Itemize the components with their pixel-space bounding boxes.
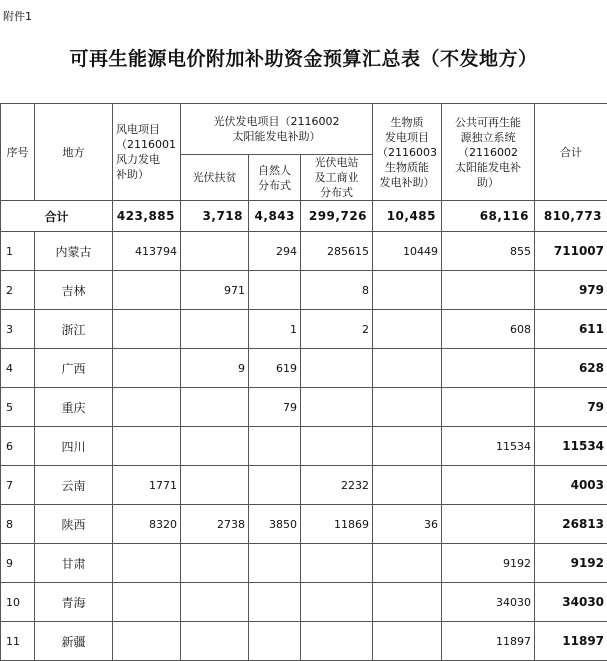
row-seq: 9 (1, 544, 35, 583)
cell-pv-poverty (181, 544, 249, 583)
table-row (1, 388, 607, 427)
cell-pv-station (301, 544, 373, 583)
cell-pv-poverty (181, 232, 249, 271)
table-row (1, 271, 607, 310)
cell-public-system (442, 505, 535, 544)
cell-wind (113, 544, 181, 583)
row-region: 浙江 (35, 310, 113, 349)
table-row (1, 427, 607, 466)
cell-pv-natural: 3850 (249, 505, 301, 544)
cell-public-system (442, 349, 535, 388)
attachment-label: 附件1 (3, 8, 32, 24)
summary-wind: 423,885 (113, 201, 181, 232)
cell-total: 4003 (535, 466, 607, 505)
row-region: 甘肃 (35, 544, 113, 583)
header-public-line: 源独立系统 (442, 130, 534, 145)
header-public-line: 助） (442, 175, 534, 190)
cell-total: 628 (535, 349, 607, 388)
row-region: 青海 (35, 583, 113, 622)
cell-biomass (373, 466, 442, 505)
cell-wind (113, 349, 181, 388)
header-pv-natural (249, 155, 301, 201)
table-row (1, 544, 607, 583)
row-seq: 4 (1, 349, 35, 388)
header-pv-station-line: 光伏电站 (301, 155, 372, 170)
summary-total: 810,773 (535, 201, 607, 232)
cell-biomass (373, 583, 442, 622)
summary-pv-natural: 4,843 (249, 201, 301, 232)
header-pv-line: 太阳能发电补助） (181, 129, 372, 144)
cell-pv-poverty: 9 (181, 349, 249, 388)
header-pv (181, 104, 373, 155)
header-wind (113, 104, 181, 201)
cell-biomass (373, 271, 442, 310)
table-row (1, 466, 607, 505)
header-biomass-line: 生物质能 (373, 160, 441, 175)
row-region: 新疆 (35, 622, 113, 661)
row-seq: 6 (1, 427, 35, 466)
summary-label: 合计 (1, 201, 113, 232)
table-row (1, 232, 607, 271)
row-seq: 8 (1, 505, 35, 544)
cell-pv-poverty: 2738 (181, 505, 249, 544)
header-biomass (373, 104, 442, 201)
cell-wind (113, 622, 181, 661)
cell-public-system (442, 271, 535, 310)
cell-biomass (373, 349, 442, 388)
cell-pv-station: 2 (301, 310, 373, 349)
table-row (1, 349, 607, 388)
header-public-line: 公共可再生能 (442, 115, 534, 130)
header-wind-line: 风电项目 (116, 122, 180, 137)
cell-pv-poverty (181, 622, 249, 661)
cell-pv-poverty: 971 (181, 271, 249, 310)
header-wind-line: （2116001 (116, 137, 180, 152)
cell-pv-station (301, 583, 373, 622)
cell-wind (113, 271, 181, 310)
cell-total: 711007 (535, 232, 607, 271)
header-pv-station (301, 155, 373, 201)
cell-public-system: 11534 (442, 427, 535, 466)
cell-pv-station: 2232 (301, 466, 373, 505)
cell-public-system (442, 388, 535, 427)
table-row (1, 505, 607, 544)
cell-pv-station (301, 427, 373, 466)
cell-wind (113, 427, 181, 466)
summary-pv-poverty: 3,718 (181, 201, 249, 232)
cell-pv-natural (249, 271, 301, 310)
row-seq: 11 (1, 622, 35, 661)
document-title: 可再生能源电价附加补助资金预算汇总表（不发地方） (0, 44, 607, 71)
cell-wind: 8320 (113, 505, 181, 544)
cell-total: 79 (535, 388, 607, 427)
summary-biomass: 10,485 (373, 201, 442, 232)
row-region: 陕西 (35, 505, 113, 544)
cell-pv-station (301, 388, 373, 427)
header-seq: 序号 (1, 104, 35, 201)
row-seq: 10 (1, 583, 35, 622)
row-seq: 5 (1, 388, 35, 427)
table-row (1, 310, 607, 349)
cell-total: 34030 (535, 583, 607, 622)
cell-pv-poverty (181, 583, 249, 622)
row-region: 内蒙古 (35, 232, 113, 271)
cell-pv-natural: 619 (249, 349, 301, 388)
row-seq: 2 (1, 271, 35, 310)
header-biomass-line: 生物质 (373, 115, 441, 130)
cell-public-system: 34030 (442, 583, 535, 622)
header-pv-station-line: 及工商业 (301, 170, 372, 185)
cell-pv-natural (249, 427, 301, 466)
header-wind-line: 补助） (116, 167, 180, 182)
cell-total: 11897 (535, 622, 607, 661)
cell-total: 979 (535, 271, 607, 310)
row-region: 广西 (35, 349, 113, 388)
cell-public-system: 608 (442, 310, 535, 349)
table-row (1, 583, 607, 622)
cell-pv-natural (249, 622, 301, 661)
cell-pv-station (301, 622, 373, 661)
cell-public-system: 11897 (442, 622, 535, 661)
cell-total: 26813 (535, 505, 607, 544)
cell-pv-natural (249, 466, 301, 505)
cell-biomass (373, 622, 442, 661)
cell-biomass (373, 310, 442, 349)
row-region: 四川 (35, 427, 113, 466)
cell-pv-natural: 79 (249, 388, 301, 427)
header-public-system (442, 104, 535, 201)
header-pv-natural-line: 分布式 (249, 178, 300, 193)
cell-pv-natural: 1 (249, 310, 301, 349)
cell-pv-natural (249, 544, 301, 583)
cell-pv-poverty (181, 466, 249, 505)
cell-wind (113, 583, 181, 622)
row-seq: 7 (1, 466, 35, 505)
header-biomass-line: 发电项目 (373, 130, 441, 145)
header-biomass-line: （2116003 (373, 145, 441, 160)
cell-biomass (373, 544, 442, 583)
cell-pv-station: 11869 (301, 505, 373, 544)
header-total: 合计 (535, 104, 607, 201)
cell-wind (113, 310, 181, 349)
summary-public-system: 68,116 (442, 201, 535, 232)
cell-total: 611 (535, 310, 607, 349)
cell-public-system: 9192 (442, 544, 535, 583)
row-region: 吉林 (35, 271, 113, 310)
header-public-line: （2116002 (442, 145, 534, 160)
cell-public-system (442, 466, 535, 505)
cell-pv-poverty (181, 310, 249, 349)
row-region: 云南 (35, 466, 113, 505)
cell-wind: 1771 (113, 466, 181, 505)
header-pv-station-line: 分布式 (301, 185, 372, 200)
cell-pv-poverty (181, 388, 249, 427)
summary-row (1, 201, 607, 232)
cell-wind: 413794 (113, 232, 181, 271)
header-biomass-line: 发电补助） (373, 175, 441, 190)
cell-wind (113, 388, 181, 427)
cell-pv-station (301, 349, 373, 388)
row-seq: 1 (1, 232, 35, 271)
cell-pv-natural: 294 (249, 232, 301, 271)
header-pv-poverty: 光伏扶贫 (181, 155, 249, 201)
cell-biomass (373, 427, 442, 466)
cell-pv-station: 285615 (301, 232, 373, 271)
row-region: 重庆 (35, 388, 113, 427)
row-seq: 3 (1, 310, 35, 349)
cell-total: 9192 (535, 544, 607, 583)
budget-summary-table (0, 103, 607, 661)
summary-pv-station: 299,726 (301, 201, 373, 232)
cell-biomass: 10449 (373, 232, 442, 271)
header-region: 地方 (35, 104, 113, 201)
cell-public-system: 855 (442, 232, 535, 271)
header-public-line: 太阳能发电补 (442, 160, 534, 175)
cell-biomass: 36 (373, 505, 442, 544)
header-pv-line: 光伏发电项目（2116002 (181, 114, 372, 129)
table-row (1, 622, 607, 661)
cell-pv-natural (249, 583, 301, 622)
cell-total: 11534 (535, 427, 607, 466)
cell-pv-station: 8 (301, 271, 373, 310)
header-wind-line: 风力发电 (116, 152, 180, 167)
cell-biomass (373, 388, 442, 427)
cell-pv-poverty (181, 427, 249, 466)
header-pv-natural-line: 自然人 (249, 163, 300, 178)
